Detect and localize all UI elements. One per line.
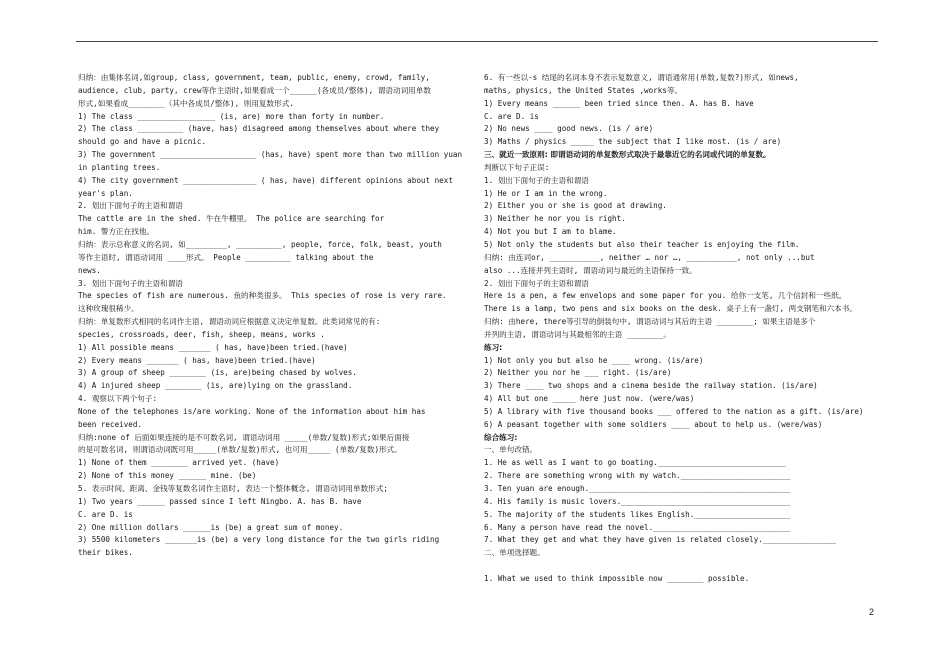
text-line: maths, physics, the United States ,works等。: [484, 85, 683, 95]
text-line: 2) None of this money ______ mine. (be): [78, 471, 257, 481]
text-line: 1. 划出下面句子的主语和谓语: [484, 175, 589, 185]
text-line: 形式,如果看成________（其中各成员/整体), 则用复数形式.: [78, 98, 294, 108]
page-number: 2: [869, 607, 875, 617]
text-line: [484, 560, 878, 573]
text-line: 3) Neither he nor you is right.: [484, 214, 626, 224]
text-line: in planting trees.: [78, 162, 161, 172]
text-line: 4) Not you but I am to blame.: [484, 227, 617, 237]
text-line: 2. 划出下面句子的主语和谓语: [78, 201, 183, 211]
text-line: 1) None of them ________ arrived yet. (have): [78, 458, 280, 468]
text-line: There is a lamp, two pens and six books on the desk. 桌子上有一盏灯, 两支钢笔和六本书。: [484, 304, 857, 314]
text-line: 2) Every means _______ ( has, have)been tried.(have): [78, 355, 316, 365]
text-line: 3) The government _____________________ (has, have) spent more than two million yuan: [78, 150, 463, 160]
text-line: 4. 观察以下两个句子:: [78, 394, 158, 404]
text-line: 2. 划出下面句子的主语和谓语: [484, 278, 589, 288]
text-line: 1) All possible means _______ ( has, have)been tried.(have): [78, 342, 348, 352]
text-line: 2. There are something wrong with my watch.________________________: [484, 471, 791, 481]
text-line: 3) Maths / physics _____ the subject that I like most. (is / are): [484, 137, 782, 147]
text-line: 二、单项选择题。: [484, 548, 545, 558]
text-line: 归纳：表示总称意义的名词, 如_________, __________, people, force, folk, beast, youth: [78, 239, 442, 249]
text-line: 等作主语时, 谓语动词用 ____形式。 People __________ talking about the: [78, 252, 374, 262]
text-line: also ...连接并列主语时, 谓语动词与最近的主语保持一致。: [484, 265, 697, 275]
text-line: their bikes.: [78, 548, 133, 558]
text-line: 1. He as well as I want to go boating.____________________________: [484, 458, 786, 468]
text-line: 1) Not only you but also he ____ wrong. (is/are): [484, 355, 704, 365]
text-line: 5. 表示时间、距离、金钱等复数名词作主语时, 表达一个整体概念, 谓语动词用单数形式;: [78, 484, 388, 493]
text-line: 2) The class __________ (have, has) disagreed among themselves about where they: [78, 124, 440, 134]
text-line: 5. The majority of the students likes English._____________________: [484, 509, 791, 519]
text-line: 6. 有一些以-s 结尾的名词本身不表示复数意义, 谓语通常用(单数,复数?)形式, 如news,: [484, 73, 799, 82]
text-line: 归纳：由集体名词,如group, class, government, team, public, enemy, crowd, family,: [78, 73, 430, 82]
text-line: 这种玫瑰很稀少。: [78, 304, 139, 314]
text-line: 6) A peasant together with some soldiers ____ about to help us. (were/was): [484, 419, 823, 429]
text-line: news.: [78, 265, 101, 275]
header-rule: [76, 41, 878, 42]
text-line: year's plan.: [78, 188, 133, 198]
text-line: 4) A injured sheep ________ (is, are)lying on the grassland.: [78, 381, 353, 391]
text-line: 归纳:none of 后面如果连接的是不可数名词, 谓语动词用 _____(单数/复数)形式;如果后面接: [78, 432, 410, 442]
text-line: 归纳: 由连词or, ___________, neither … nor …, ___________, not only ...but: [484, 252, 815, 262]
text-line: species, crossroads, deer, fish, sheep, means, works .: [78, 329, 325, 339]
text-line: 4) All but one _____ here just now. (were/was): [484, 394, 695, 404]
text-line: 6. Many a person have read the novel.______________________________: [484, 522, 791, 532]
text-line: 1) The class _________________ (is, are) more than forty in number.: [78, 111, 385, 121]
text-line: 一、单句改错。: [484, 445, 538, 455]
text-line: C. are D. is: [484, 111, 539, 121]
text-line: 1. What we used to think impossible now ________ possible.: [484, 573, 750, 583]
text-line: 2) Either you or she is good at drawing.: [484, 201, 667, 211]
text-line: 的是可数名词, 则谓语动词既可用_____(单数/复数)形式, 也可用_____ (单数/复数)形式。: [78, 445, 402, 455]
text-line: 2) Neither you nor he ___ right. (is/are): [484, 368, 672, 378]
text-line: 2) No news ____ good news. (is / are): [484, 124, 654, 134]
text-line: Here is a pen, a few envelops and some paper for you. 给你一支笔, 几个信封和一些纸。: [484, 291, 847, 301]
text-line: 3) 5500 kilometers _______is (be) a very long distance for the two girls riding: [78, 535, 440, 545]
text-line: 练习:: [484, 342, 503, 352]
text-line: 5) Not only the students but also their teacher is enjoying the film.: [484, 239, 800, 249]
text-line: The cattle are in the shed. 牛在牛棚里。 The police are searching for: [78, 214, 385, 224]
text-line: 5) A library with five thousand books ___ offered to the nation as a gift. (is/are): [484, 406, 864, 416]
text-line: audience, club, party, crew等作主语时,如果看成一个______(各成员/整体), 谓语动词用单数: [78, 85, 431, 95]
text-line: 7. What they get and what they have given is related closely.________________: [484, 535, 837, 545]
text-line: 综合练习:: [484, 432, 518, 442]
text-line: 归纳：单复数形式相同的名词作主语, 谓语动词应根据意义决定单复数。此类词常见的有:: [78, 317, 381, 327]
text-line: 归纳: 由here, there等引导的倒装句中, 谓语动词与其后的主语 ________; 如果主语是多个: [484, 317, 816, 327]
text-line: 并列的主语, 谓语动词与其最相邻的主语 ________。: [484, 329, 671, 339]
text-line: None of the telephones is/are working. None of the information about him has: [78, 406, 426, 416]
text-line: 1) Every means ______ been tried since then. A. has B. have: [484, 98, 754, 108]
text-line: 3. 划出下面句子的主语和谓语: [78, 278, 183, 288]
text-line: 1) He or I am in the wrong.: [484, 188, 608, 198]
text-line: 判断以下句子正误:: [484, 162, 550, 172]
right-column: [484, 72, 878, 586]
text-line: him. 警方正在找他。: [78, 227, 155, 237]
text-line: The species of fish are numerous. 鱼的种类很多。 This species of rose is very rare.: [78, 291, 447, 301]
left-column: [78, 72, 470, 560]
text-line: 1) Two years ______ passed since I left Ningbo. A. has B. have: [78, 496, 362, 506]
text-line: 4) The city government ________________ ( has, have) different opinions about next: [78, 175, 453, 185]
text-line: 4. His family is music lovers._____________________________________: [484, 496, 791, 506]
text-line: 三、就近一致原则: 即谓语动词的单复数形式取决于最靠近它的名词或代词的单复数。: [484, 150, 771, 160]
text-line: 3. Ten yuan are enough.____________________________________________: [484, 484, 791, 493]
text-line: 3) There ____ two shops and a cinema beside the railway station. (is/are): [484, 381, 818, 391]
text-line: been received.: [78, 419, 143, 429]
text-line: 2) One million dollars ______is (be) a great sum of money.: [78, 522, 344, 532]
text-line: should go and have a picnic.: [78, 137, 207, 147]
text-line: C. are D. is: [78, 509, 133, 519]
text-line: 3) A group of sheep ________ (is, are)being chased by wolves.: [78, 368, 357, 378]
